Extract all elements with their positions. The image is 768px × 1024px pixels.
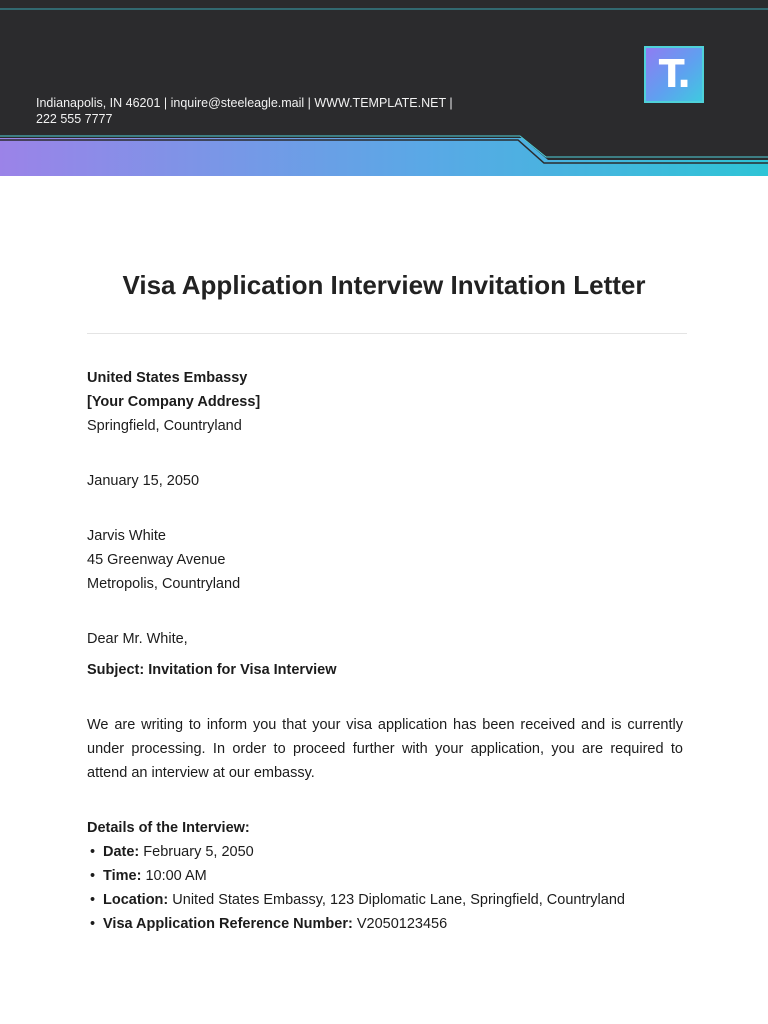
detail-item-time [90, 864, 683, 888]
detail-value: V2050123456 [356, 916, 448, 932]
detail-item-reference [90, 912, 683, 936]
detail-value: February 5, 2050 [143, 844, 254, 860]
company-logo [644, 46, 704, 103]
salutation: Dear Mr. White, [87, 631, 188, 647]
letterhead [0, 0, 768, 176]
letter-date: January 15, 2050 [87, 473, 200, 489]
logo-letter: T. [658, 51, 690, 96]
detail-label: Visa Application Reference Number: [103, 916, 353, 932]
body-paragraph: We are writing to inform you that your visa application has been received and is currently under processing. In order to proceed further with your application, you are required to attend an interview at our embassy. [87, 717, 683, 781]
sender-address: [Your Company Address] [87, 394, 261, 410]
sender-city: Springfield, Countryland [87, 418, 242, 434]
detail-item-date [90, 840, 683, 864]
sender-name: United States Embassy [87, 370, 248, 386]
detail-value: United States Embassy, 123 Diplomatic Lane, Springfield, Countryland [172, 892, 625, 908]
detail-value: 10:00 AM [145, 868, 207, 884]
contact-line-2: 222 555 7777 [36, 112, 113, 126]
subject-label: Subject: [87, 662, 145, 678]
subject-text: Invitation for Visa Interview [148, 662, 337, 678]
title-divider [87, 333, 687, 334]
document-title: Visa Application Interview Invitation Letter [122, 270, 646, 300]
contact-line-1: Indianapolis, IN 46201 | inquire@steeleagle.mail | WWW.TEMPLATE.NET | [36, 96, 453, 110]
letter-body [87, 366, 683, 936]
sender-block [87, 366, 683, 438]
interview-details-list [87, 840, 683, 936]
details-heading: Details of the Interview: [87, 820, 250, 836]
subject-line [87, 658, 683, 682]
detail-label: Date: [103, 844, 140, 860]
recipient-city: Metropolis, Countryland [87, 576, 241, 592]
recipient-block [87, 524, 683, 596]
detail-label: Time: [103, 868, 142, 884]
detail-item-location [90, 888, 683, 912]
recipient-name: Jarvis White [87, 528, 166, 544]
detail-label: Location: [103, 892, 169, 908]
recipient-street: 45 Greenway Avenue [87, 552, 226, 568]
contact-info [36, 95, 476, 127]
